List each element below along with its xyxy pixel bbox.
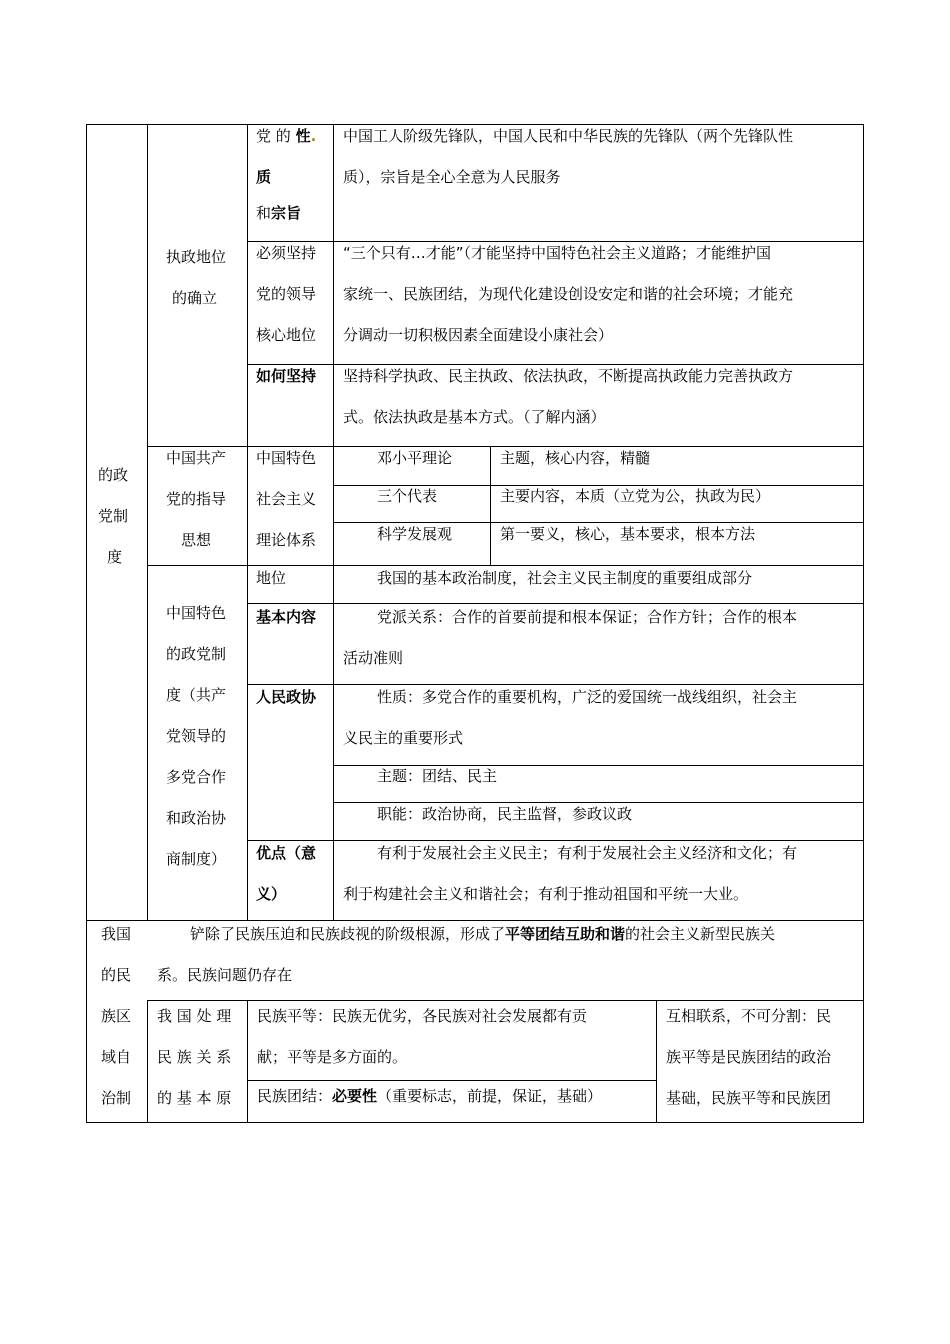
system-label: 的政党制 <box>166 645 227 663</box>
theory-name: 三个代表 <box>377 487 438 505</box>
content-label: 基本内容 <box>256 608 317 626</box>
must-label: 党的领导 <box>256 285 317 303</box>
cppcc-function: 职能：政治协商，民主监督，参政议政 <box>377 805 633 823</box>
cppcc-nature: 性质：多党合作的重要机构，广泛的爱国统一战线组织，社会主 <box>377 688 798 706</box>
unity-text: 民族团结：必要性（重要标志，前提，保证，基础） <box>257 1087 603 1105</box>
status-label: 地位 <box>256 569 287 587</box>
system-label: 中国特色 <box>166 604 227 622</box>
guiding-label: 党的指导 <box>166 490 227 508</box>
cppcc-nature: 义民主的重要形式 <box>343 729 464 747</box>
purpose-label: 和宗旨 <box>256 204 302 222</box>
content-text: 党派关系：合作的首要前提和根本保证；合作方针；合作的根本 <box>377 608 798 626</box>
content-text: 活动准则 <box>343 649 404 667</box>
row-label-ethnic: 族区 <box>101 1007 132 1025</box>
row-label-ethnic: 我国 <box>101 925 132 943</box>
system-label: 和政治协 <box>166 809 227 827</box>
row-label-ethnic: 域自 <box>101 1048 132 1066</box>
how-text: 式。依法执政是基本方式。（了解内涵） <box>343 408 606 426</box>
guiding-label: 中国共产 <box>166 449 227 467</box>
system-label: 党领导的 <box>166 727 227 745</box>
theory-desc: 主题，核心内容，精髓 <box>500 449 651 467</box>
must-text: 家统一、民族团结，为现代化建设创设安定和谐的社会环境；才能充 <box>343 285 794 303</box>
relation-text: 族平等是民族团结的政治 <box>666 1048 832 1066</box>
ruling-label: 执政地位 <box>166 248 227 266</box>
row-label-party: 度 <box>107 548 123 566</box>
how-label: 如何坚持 <box>256 367 317 385</box>
principle-label: 民 族 关 系 <box>157 1048 232 1066</box>
must-text: “三个只有…才能”（才能坚持中国特色社会主义道路；才能维护国 <box>343 244 772 262</box>
row-label-party: 党制 <box>98 507 129 525</box>
row-label-ethnic: 的民 <box>101 966 132 984</box>
cppcc-label: 人民政协 <box>256 688 317 706</box>
nature-label: 质 <box>256 168 272 186</box>
advantage-text: 利于构建社会主义和谐社会；有利于推动祖国和平统一大业。 <box>343 885 749 903</box>
must-label: 核心地位 <box>256 326 317 344</box>
theory-system-label: 理论体系 <box>256 531 317 549</box>
how-text: 坚持科学执政、民主执政、依法执政，不断提高执政能力完善执政方 <box>343 367 794 385</box>
advantage-label: 义） <box>256 885 287 903</box>
equality-text: 民族平等：民族无优劣，各民族对社会发展都有贡 <box>257 1007 588 1025</box>
status-text: 我国的基本政治制度，社会主义民主制度的重要组成部分 <box>377 569 753 587</box>
system-label: 商制度） <box>166 850 227 868</box>
must-text: 分调动一切积极因素全面建设小康社会） <box>343 326 614 344</box>
theory-desc: 第一要义，核心，基本要求，根本方法 <box>500 525 756 543</box>
relation-text: 基础，民族平等和民族团 <box>666 1089 832 1107</box>
principle-label: 我 国 处 理 <box>157 1007 232 1025</box>
advantage-label: 优点（意 <box>256 844 317 862</box>
ruling-label: 的确立 <box>172 289 218 307</box>
cppcc-theme: 主题：团结、民主 <box>377 767 498 785</box>
principle-label: 的 基 本 原 <box>157 1089 232 1107</box>
ethnic-intro: 系。民族问题仍存在 <box>157 966 293 984</box>
advantage-text: 有利于发展社会主义民主；有利于发展社会主义经济和文化；有 <box>377 844 798 862</box>
system-label: 度（共产 <box>166 686 227 704</box>
theory-system-label: 社会主义 <box>256 490 317 508</box>
guiding-label: 思想 <box>181 531 212 549</box>
relation-text: 互相联系，不可分割：民 <box>666 1007 832 1025</box>
nature-text: 中国工人阶级先锋队，中国人民和中华民族的先锋队（两个先锋队性 <box>343 127 794 145</box>
theory-name: 邓小平理论 <box>377 449 453 467</box>
row-label-party: 的政 <box>98 466 129 484</box>
theory-desc: 主要内容，本质（立党为公，执政为民） <box>500 487 771 505</box>
theory-system-label: 中国特色 <box>256 449 317 467</box>
must-label: 必须坚持 <box>256 244 317 262</box>
system-label: 多党合作 <box>166 768 227 786</box>
nature-label: 党 的 性. <box>256 127 317 145</box>
row-label-ethnic: 治制 <box>101 1089 132 1107</box>
ethnic-intro: 铲除了民族压迫和民族歧视的阶级根源，形成了平等团结互助和谐的社会主义新型民族关 <box>190 925 776 943</box>
equality-text: 献；平等是多方面的。 <box>257 1048 408 1066</box>
theory-name: 科学发展观 <box>377 525 453 543</box>
nature-text: 质），宗旨是全心全意为人民服务 <box>343 168 561 186</box>
